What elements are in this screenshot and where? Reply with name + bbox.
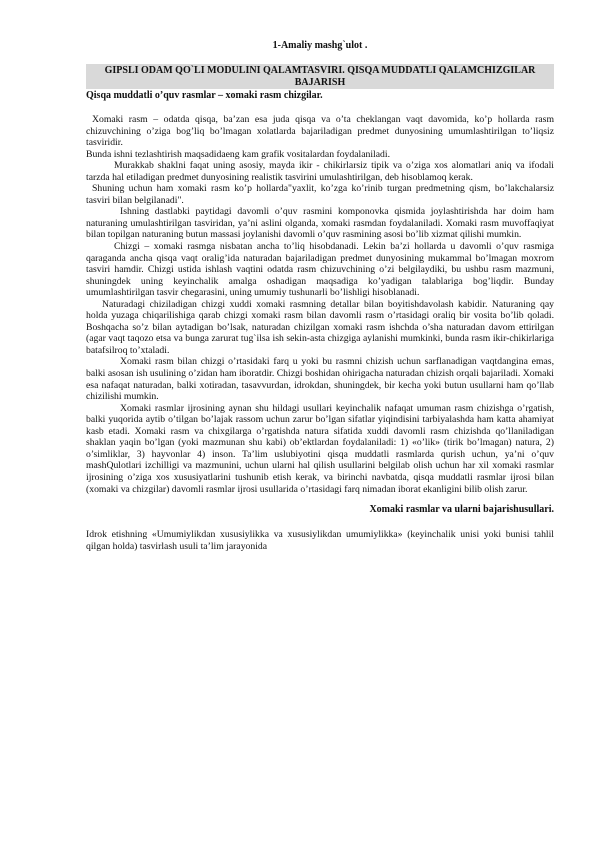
paragraph: Xomaki rasm bilan chizgi o’rtasidaki farq u yoki bu rasmni chizish uchun sarflanadigan vaqtdangina emas, balki asosan ish usulining o’zidan ham iboratdir. Chizgi boshidan ohirigacha naturadan chizish orqali bajariladi. Xomaki esa nafaqat naturadan, balki xotiradan, tasavvurdan, idrokdan, shuningdek, bir kecha yoki butun usullarni ham qo’llab chizilishi mumkin. xyxy=(86,356,554,403)
paragraph: Bunda ishni tezlashtirish maqsadidaeng kam grafik vositalardan foydalaniladi. xyxy=(86,148,390,160)
paragraph: Xomaki rasm – odatda qisqa, ba’zan esa juda qisqa va o’ta cheklangan vaqt davomida, ko’p hollarda rasm chizuvchining o’ziga bog’liq bo’lmagan xolatlarda bajariladigan predmet dunyosining umumlashtirilgan to’liqsiz tasviridir. xyxy=(86,114,554,149)
paragraph: Xomaki rasmlar ijrosining aynan shu hildagi usullari keyinchalik nafaqat umuman rasm chizishga o’rgatish, balki yuqorida aytib o’tilgan bo’lajak rassom uchun zarur bo’lgan sifatlar yiqindisini tarbiyalashda ham katta ahamiyat kasb etadi. Xomaki rasm va chixgilarga o’rgatishda natura sifatida xuddi davomli rasm chizishda qo’llaniladigan shaklan yaqin bo’lgan (yoki mazmunan shu kabi) ob’ektlardan foydalaniladi: 1) «o’lik» (tirik bo’lmagan) natura, 2) o’simliklar, 3) hayvonlar 4) inson. Ta’lim uslubiyotini qisqa muddatli rasmlarda qurish uchun, ya’ni o’quv mashQulotlari izchilligi va mazmunini, uchun ularni hal qilish usullarini belgilab olish uchun har xil xomaki rasmlar ijrosining o’ziga xos xususiyatlarini tushunib etish kerak, va birinchi navbatda, qisqa muddatli rasmlar ijrosi bilan (xomaki va chizgilar) davomli rasmlar ijrosi usullarida o’rtasidagi farq nimadan iborat ekanligini bilib olish zarur. xyxy=(86,402,554,495)
closing-text xyxy=(86,529,554,552)
paragraph: Shuning uchun ham xomaki rasm ko’p hollarda"yaxlit, ko’zga ko’rinib turgan predmetning qism, bo’lakchalarsiz tasviri bilan belgilanadi". xyxy=(86,183,554,206)
document-title: 1-Amaliy mashg`ulot . xyxy=(272,40,368,51)
body-text xyxy=(86,114,554,495)
document-page xyxy=(86,40,554,552)
paragraph: Naturadagi chiziladigan chizgi xuddi xomaki rasmning detallar bilan boyitishdavolash kabidir. Naturaning qay holda yuzaga chiqarilishiga qarab chizgi xomaki rasm bilan davomli rasm o’rtasidagi oraliq bir vosita bo’lib qoladi. Boshqacha so’z bilan aytadigan bo’lsak, naturadan chizilgan xomaki rasm ishchda o’sha naturadan davom ettirilgan (agar vaqt taqozo etsa va bunga zarurat tug`ilsa ish sekin-asta chizgiga aylanishi mumkinki, bunda rasm ikir-chikirlariga batafsilroq to’xtaladi. xyxy=(86,298,554,356)
section-heading: Xomaki rasmlar va ularni bajarishusullari. xyxy=(369,504,554,516)
paragraph: Idrok etishning «Umumiylikdan xususiylikka va xususiylikdan umumiylikka» (keyinchalik unisi yoki bunisi tahlil qilgan holda) tasvirlash usuli ta’lim jarayonida xyxy=(86,529,554,552)
subheading: Qisqa muddatli o’quv rasmlar – xomaki rasm chizgilar. xyxy=(86,90,323,101)
topic-banner: GIPSLI ODAM QO`LI MODULINI QALAMTASVIRI. QISQA MUDDATLI QALAMCHIZGILAR BAJARISH xyxy=(86,64,554,89)
paragraph: Chizgi – xomaki rasmga nisbatan ancha to’liq hisobdanadi. Lekin ba’zi hollarda u davomli o’quv rasmiga qaraganda ancha qisqa vaqt oralig’ida naturadan bajariladigan predmet dunyosining mukammal bo’lmagan moxrom tasviri hamdir. Chizgi ustida ishlash vaqtini odatda rasm chizuvchining o’zi belgilaydiki, bu ushbu rasm mazmuni, shuningdek uning keyinchalik amalga oshadigan maqsadiga ko’yadigan talablariga bog’liqdir. Bunday umumlashtirilgan tasvir chegarasini, uning umumiy tushunarli bo’lishligi hisoblanadi. xyxy=(86,241,554,299)
paragraph: Murakkab shaklni faqat uning asosiy, mayda ikir - chikirlarsiz tipik va o’ziga xos alomatlari aniq va ifodali tarzda hal etiladigan predmet dunyosining realistik tasvirini umulashtirilgan, deb hisoblamoq kerak. xyxy=(86,160,554,183)
paragraph: Ishning dastlabki paytidagi davomli o’quv rasmini komponovka qismida joylashtirishda har doim ham naturaning umulashtirilgan tasviridan, ya’ni aslini olganda, xomaki rasmdan foydalaniladi. Xomaki rasm muvoffaqiyat bilan topilgan naturaning butun massasi joylanishi davomli o’quv rasmining asosi bo’lib xizmat qilishi mumkin. xyxy=(86,206,554,241)
